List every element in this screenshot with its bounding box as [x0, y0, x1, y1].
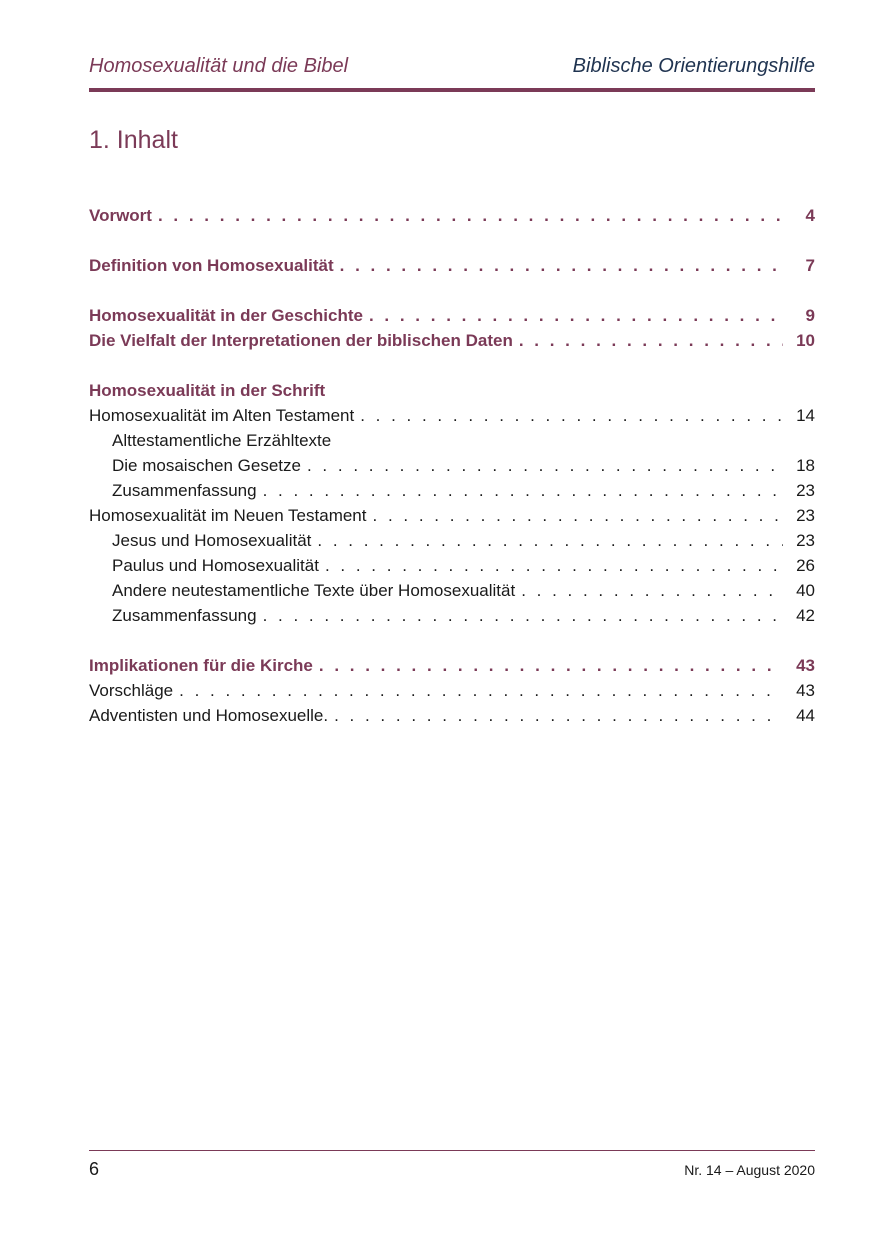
header-left-title: Homosexualität und die Bibel [89, 55, 349, 77]
toc-entry [89, 606, 815, 631]
toc-entry-page: 7 [805, 256, 815, 275]
toc-dot-leader [373, 506, 784, 526]
toc-entry-page: 23 [796, 506, 815, 525]
toc-entry-page: 14 [796, 406, 815, 425]
toc-entry-title: Andere neutestamentliche Texte über Homosexualität [112, 581, 516, 600]
toc-dot-leader [521, 581, 783, 601]
header-rule [89, 88, 815, 92]
toc-dot-leader [325, 556, 783, 576]
toc-dot-leader [263, 606, 783, 626]
toc-entry-title: Die Vielfalt der Interpretationen der biblischen Daten [89, 331, 513, 350]
toc-dot-leader [519, 331, 783, 351]
toc-entry-title: Adventisten und Homosexuelle. [89, 706, 329, 725]
toc-entry-title: Die mosaischen Gesetze [112, 456, 301, 475]
header-right-title: Biblische Orientierungshilfe [572, 55, 815, 77]
toc-entry-title: Homosexualität in der Schrift [89, 381, 326, 400]
toc-entry [89, 381, 815, 406]
toc-entry-title: Vorwort [89, 206, 152, 225]
toc-dot-leader [307, 456, 783, 476]
toc-entry [89, 556, 815, 581]
toc-entry-title: Homosexualität im Neuen Testament [89, 506, 367, 525]
toc-entry [89, 581, 815, 606]
toc-entry-page: 26 [796, 556, 815, 575]
toc-entry-title: Vorschläge [89, 681, 174, 700]
toc-dot-leader [179, 681, 783, 701]
toc-entry [89, 506, 815, 531]
toc-entry-title: Paulus und Homosexualität [112, 556, 319, 575]
toc-entry [89, 706, 815, 731]
toc-entry-page: 43 [796, 656, 815, 675]
footer-rule [89, 1150, 815, 1151]
toc-entry [89, 531, 815, 556]
toc-entry-page: 18 [796, 456, 815, 475]
toc-entry-title: Homosexualität im Alten Testament [89, 406, 355, 425]
toc-entry [89, 431, 815, 456]
toc-entry [89, 481, 815, 506]
toc-entry-title: Zusammenfassung [112, 481, 257, 500]
toc-entry [89, 406, 815, 431]
toc-entry [89, 206, 815, 231]
toc-entry-page: 40 [796, 581, 815, 600]
toc-dot-leader [369, 306, 783, 326]
toc-entry-page: 9 [805, 306, 815, 325]
running-header [89, 55, 815, 81]
toc-entry-page: 4 [805, 206, 815, 225]
toc-dot-leader [263, 481, 783, 501]
toc-entry [89, 656, 815, 681]
toc-entry [89, 256, 815, 281]
toc-dot-leader [340, 256, 783, 276]
toc-entry-page: 42 [796, 606, 815, 625]
toc-entry-page: 10 [796, 331, 815, 350]
toc-entry-title: Zusammenfassung [112, 606, 257, 625]
toc-entry-page: 44 [796, 706, 815, 725]
page-title: 1. Inhalt [89, 126, 178, 154]
toc-dot-leader [360, 406, 783, 426]
footer-issue: Nr. 14 – August 2020 [684, 1162, 815, 1178]
footer-page-number: 6 [89, 1159, 100, 1179]
toc-entry-page: 43 [796, 681, 815, 700]
toc-entry-title: Alttestamentliche Erzähltexte [112, 431, 332, 450]
toc-entry [89, 681, 815, 706]
toc-entry-page: 23 [796, 481, 815, 500]
toc-entry [89, 331, 815, 356]
toc-dot-leader [319, 656, 783, 676]
toc-entry [89, 306, 815, 331]
toc-entry-page: 23 [796, 531, 815, 550]
toc-dot-leader [334, 706, 783, 726]
toc-entry-title: Implikationen für die Kirche [89, 656, 313, 675]
toc-entry-title: Definition von Homosexualität [89, 256, 334, 275]
toc-dot-leader [158, 206, 783, 226]
toc-entry-title: Homosexualität in der Geschichte [89, 306, 363, 325]
toc-entry-title: Jesus und Homosexualität [112, 531, 312, 550]
toc-dot-leader [317, 531, 783, 551]
toc-entry [89, 456, 815, 481]
